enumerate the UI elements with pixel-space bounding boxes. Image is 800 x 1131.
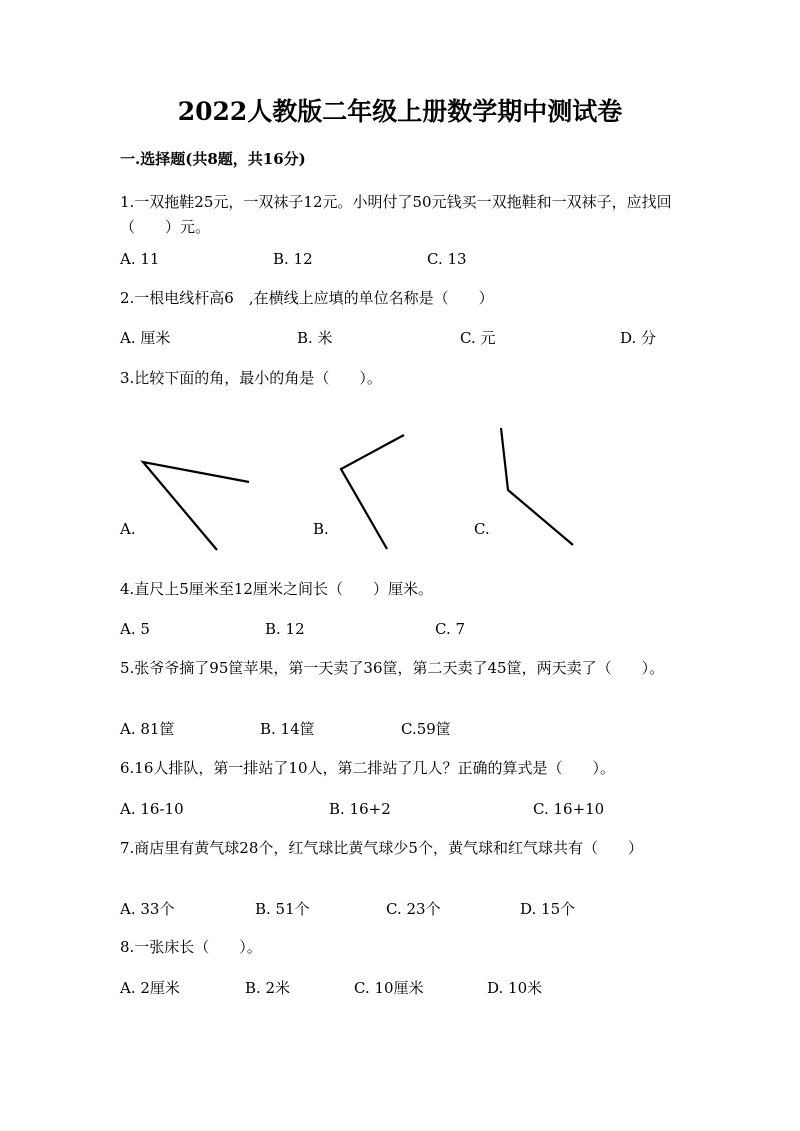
- question-1: 1.一双拖鞋25元，一双袜子12元。小明付了50元钱买一双拖鞋和一双袜子，应找回（ ）元。: [120, 193, 672, 236]
- question-4-option-c[interactable]: C. 7: [435, 620, 466, 638]
- question-2-option-b[interactable]: B. 米: [297, 329, 333, 347]
- question-5-option-c[interactable]: C.59筐: [401, 720, 451, 738]
- question-1-option-a[interactable]: A. 11: [120, 250, 160, 268]
- question-5: 5.张爷爷摘了95筐苹果，第一天卖了36筐，第二天卖了45筐，两天卖了（ ）。: [120, 659, 665, 677]
- question-8-option-a[interactable]: A. 2厘米: [120, 979, 180, 997]
- question-6-option-b[interactable]: B. 16+2: [329, 800, 391, 818]
- question-8-option-c[interactable]: C. 10厘米: [354, 979, 424, 997]
- question-6-option-a[interactable]: A. 16-10: [120, 800, 184, 818]
- question-4: 4.直尺上5厘米至12厘米之间长（ ）厘米。: [120, 580, 433, 598]
- question-2-option-d[interactable]: D. 分: [620, 329, 657, 347]
- question-4-option-a[interactable]: A. 5: [120, 620, 150, 638]
- question-7-option-a[interactable]: A. 33个: [120, 900, 175, 918]
- section-heading: 一.选择题(共8题，共16分): [120, 150, 306, 168]
- question-2-option-c[interactable]: C. 元: [460, 329, 496, 347]
- question-5-option-a[interactable]: A. 81筐: [120, 720, 175, 738]
- question-3-option-c[interactable]: C.: [474, 520, 490, 538]
- question-2-option-a[interactable]: A. 厘米: [120, 329, 171, 347]
- question-2: 2.一根电线杆高6 ,在横线上应填的单位名称是（ ）: [120, 289, 494, 307]
- angle-a-figure: [143, 462, 249, 550]
- question-8-option-d[interactable]: D. 10米: [487, 979, 543, 997]
- angle-c-figure: [501, 428, 573, 545]
- question-3: 3.比较下面的角，最小的角是（ ）。: [120, 369, 382, 387]
- question-4-option-b[interactable]: B. 12: [265, 620, 305, 638]
- question-7-option-c[interactable]: C. 23个: [386, 900, 441, 918]
- question-8-option-b[interactable]: B. 2米: [245, 979, 291, 997]
- question-5-option-b[interactable]: B. 14筐: [260, 720, 315, 738]
- question-8: 8.一张床长（ ）。: [120, 938, 262, 956]
- question-1-option-b[interactable]: B. 12: [273, 250, 313, 268]
- question-7-option-d[interactable]: D. 15个: [520, 900, 576, 918]
- question-6: 6.16人排队，第一排站了10人，第二排站了几人？正确的算式是（ ）。: [120, 759, 615, 777]
- question-7-option-b[interactable]: B. 51个: [255, 900, 310, 918]
- question-6-option-c[interactable]: C. 16+10: [533, 800, 605, 818]
- page-title: 2022人教版二年级上册数学期中测试卷: [177, 97, 623, 126]
- question-7: 7.商店里有黄气球28个，红气球比黄气球少5个，黄气球和红气球共有（ ）: [120, 839, 643, 857]
- question-3-option-a[interactable]: A.: [120, 520, 136, 538]
- question-3-option-b[interactable]: B.: [313, 520, 329, 538]
- question-1-option-c[interactable]: C. 13: [427, 250, 467, 268]
- angle-b-figure: [341, 435, 404, 549]
